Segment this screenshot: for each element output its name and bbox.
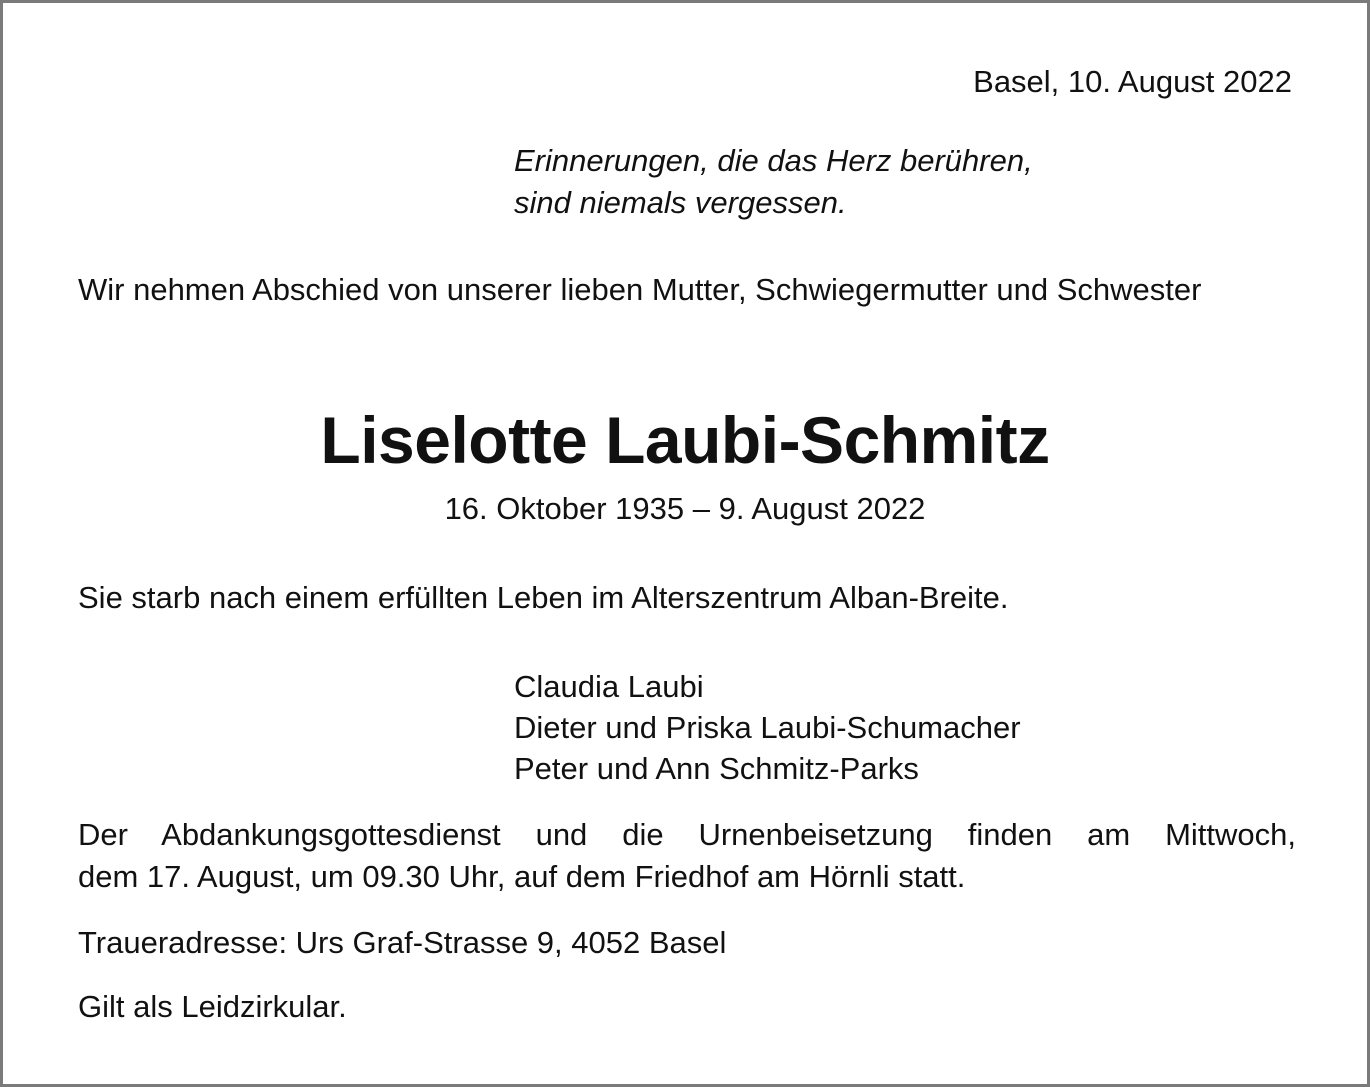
circular-note: Gilt als Leidzirkular. <box>78 989 347 1024</box>
signatory: Peter und Ann Schmitz-Parks <box>514 751 919 786</box>
ceremony-info <box>78 814 1296 898</box>
signatory: Claudia Laubi <box>514 669 704 704</box>
lifespan-dates: 16. Oktober 1935 – 9. August 2022 <box>444 491 926 526</box>
signatory: Dieter und Priska Laubi-Schumacher <box>514 710 1021 745</box>
deceased-name: Liselotte Laubi-Schmitz <box>320 403 1050 477</box>
place-and-date: Basel, 10. August 2022 <box>973 64 1292 99</box>
memorial-quote <box>514 140 1033 224</box>
ceremony-info-line-1: Der Abdankungsgottesdienst und die Urnenbeisetzung finden am Mittwoch, <box>78 817 1296 852</box>
memorial-quote-line-2: sind niemals vergessen. <box>514 185 847 220</box>
mourning-address: Traueradresse: Urs Graf-Strasse 9, 4052 Basel <box>78 925 727 960</box>
memorial-quote-line-1: Erinnerungen, die das Herz berühren, <box>514 143 1033 178</box>
ceremony-info-line-2: dem 17. August, um 09.30 Uhr, auf dem Friedhof am Hörnli statt. <box>78 859 966 894</box>
death-note: Sie starb nach einem erfüllten Leben im Alterszentrum Alban-Breite. <box>78 580 1009 615</box>
farewell-intro: Wir nehmen Abschied von unserer lieben Mutter, Schwiegermutter und Schwester <box>78 272 1202 307</box>
signatories-list <box>514 666 1021 789</box>
